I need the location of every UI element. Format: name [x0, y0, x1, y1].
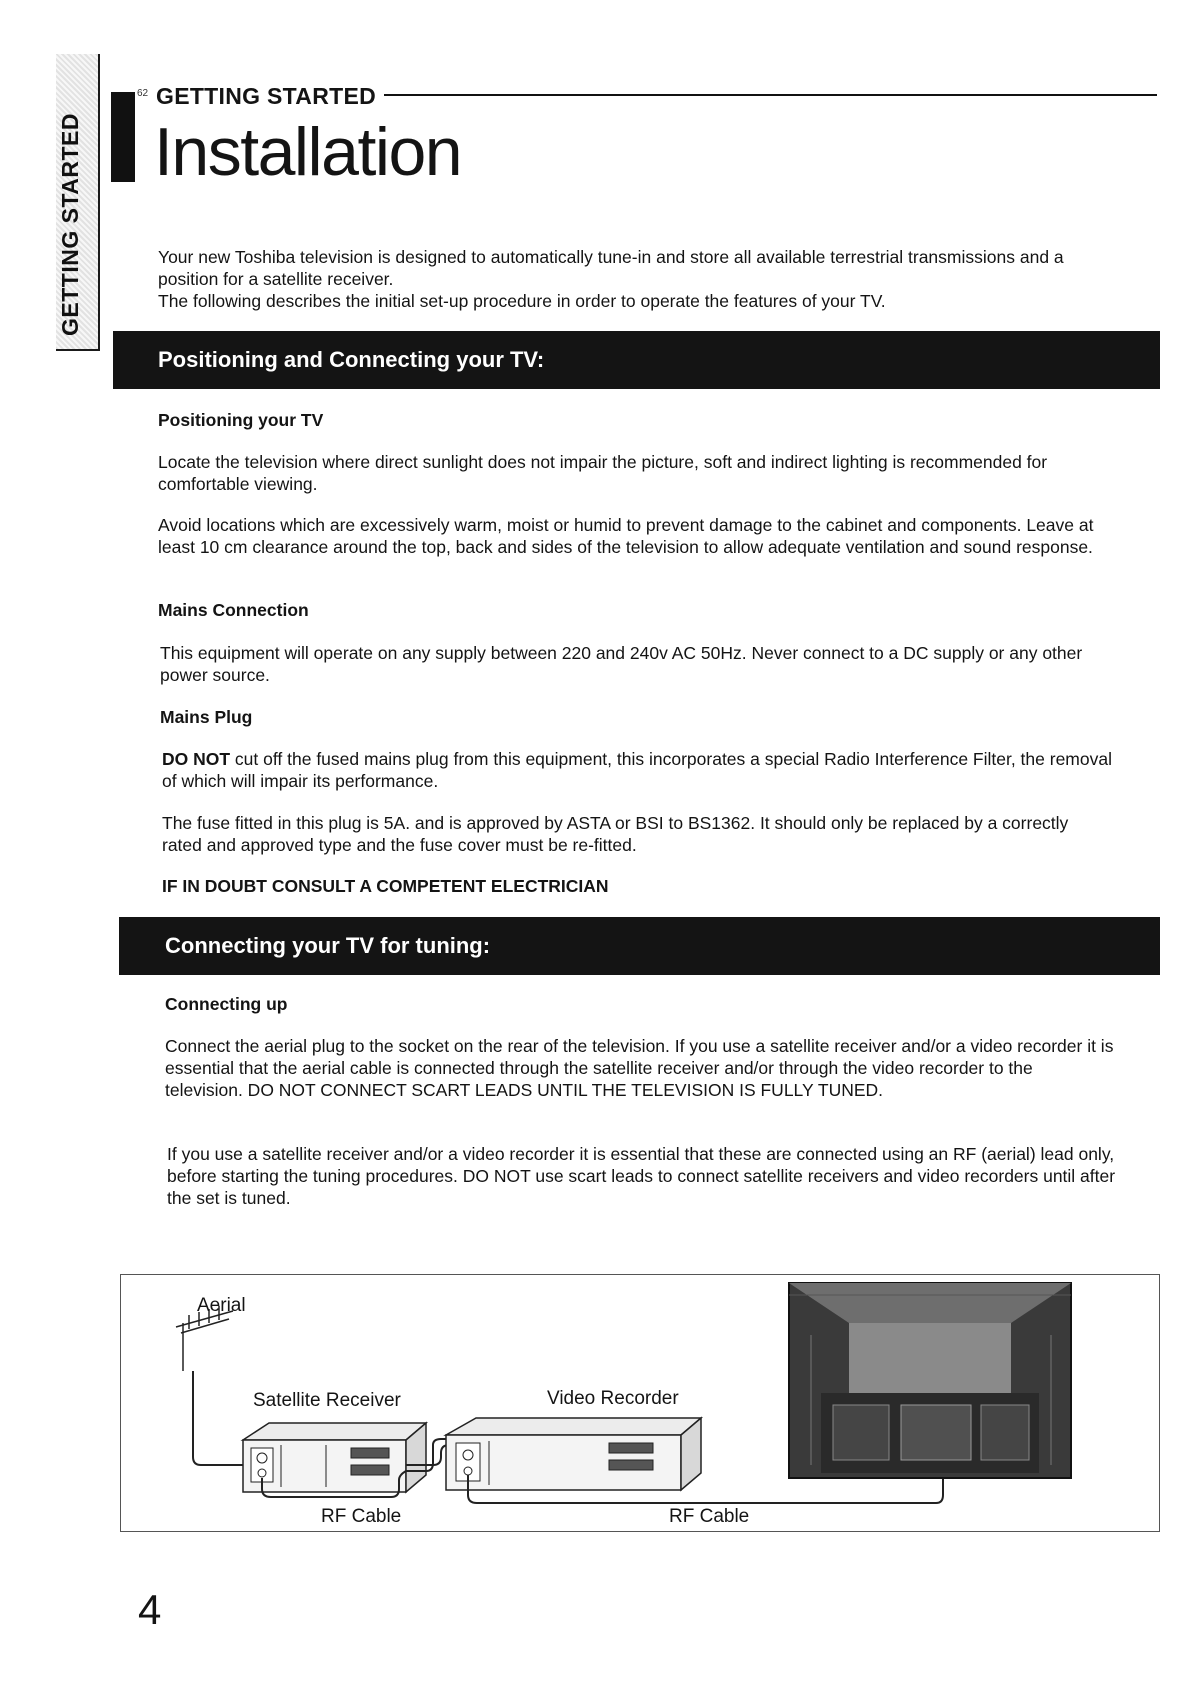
rf-cable-label-1: RF Cable	[321, 1506, 402, 1527]
page-ref: 62	[137, 88, 149, 99]
paragraph-satellite: If you use a satellite receiver and/or a video recorder it is essential that these are connected using an RF (aerial) lead only, before starting the tuning procedures. DO NOT use scart leads to connect satellite receivers and video recorders until after the set is tuned.	[167, 1144, 1116, 1208]
aerial-label: Aerial	[197, 1295, 246, 1316]
paragraph-avoid: Avoid locations which are excessively warm, moist or humid to prevent damage to the cabinet and components. Leave at least 10 cm clearance around the top, back and sides of the television to allow adequate ventilation and sound response.	[158, 515, 1094, 557]
section-banner-title: Positioning and Connecting your TV:	[158, 347, 545, 372]
section-banner-tuning	[119, 917, 1160, 975]
section-banner-positioning	[113, 331, 1160, 389]
subheading-mains-connection: Mains Connection	[158, 600, 309, 620]
side-tab-label: GETTING STARTED	[57, 112, 83, 336]
header-rule	[384, 94, 1157, 96]
paragraph-do-not	[162, 748, 1112, 792]
tv-rear-icon	[789, 1283, 1071, 1478]
satellite-receiver-label: Satellite Receiver	[253, 1390, 401, 1411]
page-number: 4	[138, 1586, 162, 1633]
section-label: GETTING STARTED	[156, 83, 377, 109]
section-banner-title: Connecting your TV for tuning:	[165, 933, 491, 958]
do-not-emphasis: DO NOT	[162, 749, 231, 769]
intro-text	[158, 246, 1088, 312]
connection-diagram	[120, 1274, 1160, 1532]
paragraph-locate: Locate the television where direct sunlight does not impair the picture, soft and indirect lighting is recommended for comfortable viewing.	[158, 452, 1048, 494]
paragraph-fuse: The fuse fitted in this plug is 5A. and is approved by ASTA or BSI to BS1362. It should only be replaced by a correctly rated and approved type and the fuse cover must be re-fitted.	[162, 813, 1069, 855]
subheading-mains-plug: Mains Plug	[160, 707, 253, 727]
paragraph-supply: This equipment will operate on any supply between 220 and 240v AC 50Hz. Never connect to a DC supply or any other power source.	[160, 643, 1083, 685]
side-tab	[56, 54, 100, 351]
intro-paragraph-2: The following describes the initial set-up procedure in order to operate the features of your TV.	[158, 291, 886, 311]
intro-paragraph: Your new Toshiba television is designed to automatically tune-in and store all available terrestrial transmissions and a position for a satellite receiver.	[158, 247, 1064, 289]
header-marker-bar	[111, 92, 135, 182]
subheading-connecting-up: Connecting up	[165, 994, 288, 1014]
video-recorder-label: Video Recorder	[547, 1388, 679, 1409]
rf-cable-label-2: RF Cable	[669, 1506, 750, 1527]
page-title: Installation	[154, 114, 462, 190]
do-not-rest: cut off the fused mains plug from this equipment, this incorporates a special Radio Interference Filter, the removal of which will impair its performance.	[162, 749, 1112, 791]
video-recorder-icon	[446, 1418, 701, 1490]
warning-electrician: IF IN DOUBT CONSULT A COMPETENT ELECTRICIAN	[162, 876, 609, 896]
subheading-positioning: Positioning your TV	[158, 410, 324, 430]
paragraph-connect: Connect the aerial plug to the socket on the rear of the television. If you use a satellite receiver and/or a video recorder it is essential that the aerial cable is connected through the satellite receiver and/or through the video recorder to the television. DO NOT CONNECT SCART LEADS UNTIL THE TELEVISION IS FULLY TUNED.	[165, 1036, 1114, 1100]
